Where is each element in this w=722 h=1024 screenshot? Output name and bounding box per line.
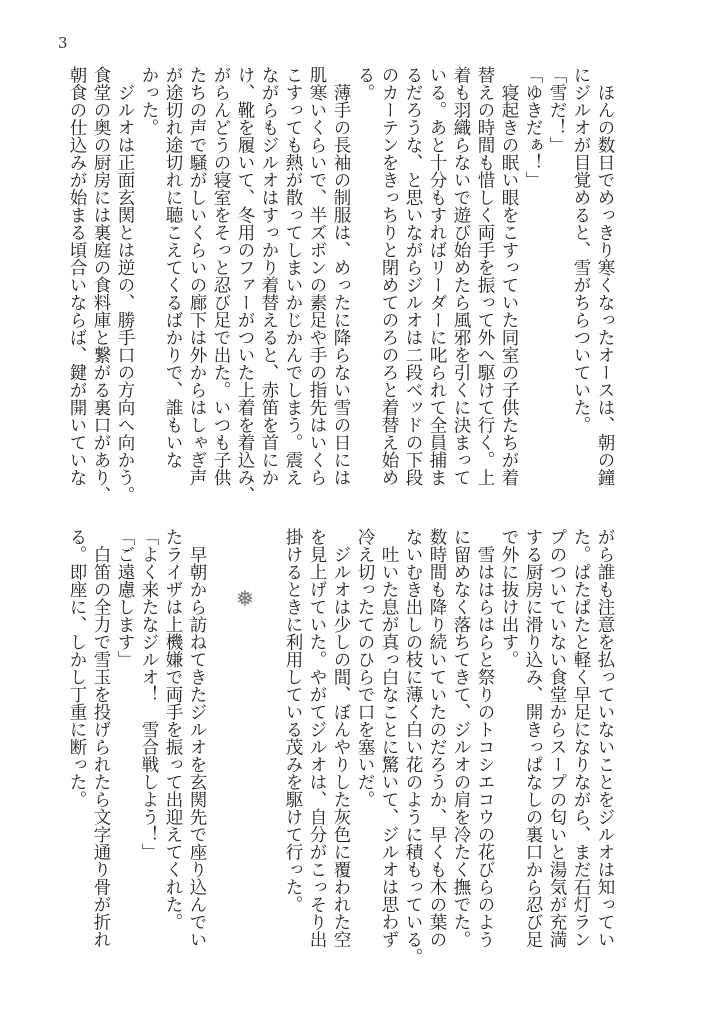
text-column: 吐いた息が真っ白なことに驚いて、ジルオは思わず — [379, 528, 399, 948]
text-column: する厨房に滑り込み、開きっぱなしの裏口から忍び足 — [523, 528, 543, 948]
text-column: ないむき出しの枝に薄く白い花のように積もっている。 — [403, 528, 423, 966]
snowflake-icon: ❅ — [235, 587, 255, 612]
text-column: ジルオは少しの間、ぼんやりした灰色に覆われた空 — [331, 528, 351, 948]
text-column: 替えの時間も惜しく両手を振って外へ駆けて行く。上 — [475, 66, 495, 486]
text-column: がらんどうの寝室をそっと忍び足で出た。いつも子供 — [211, 66, 231, 486]
text-column: る。 — [355, 66, 375, 101]
text-column: る。即座に、しかし丁重に断った。 — [67, 528, 87, 808]
text-column: ジルオは正面玄関とは逆の、勝手口の方向へ向かう。 — [115, 66, 135, 504]
text-block-top — [65, 66, 617, 506]
text-column: かった。 — [139, 66, 159, 136]
text-column: 薄手の長袖の制服は、めったに降らない雪の日には — [331, 66, 351, 486]
text-column: るだろうな、と思いながらジルオは二段ベッドの下段 — [403, 66, 423, 486]
text-column: がら誰も注意を払っていないことをジルオは知ってい — [595, 528, 615, 948]
text-column: 「ご遠慮します」 — [115, 528, 135, 668]
text-column: 食堂の奥の厨房には裏庭の食料庫と繋がる裏口があり、 — [91, 66, 111, 504]
text-block-bottom — [65, 528, 617, 968]
text-column: たちの声で騒がしいくらいの廊下は外からはしゃぎ声 — [187, 66, 207, 486]
text-column — [209, 528, 233, 968]
text-column: のカーテンをきっちりと閉めてのろのろと着替え始め — [379, 66, 399, 486]
text-column: たライザは上機嫌で両手を振って出迎えてくれた。 — [163, 528, 183, 931]
text-column: け、靴を履いて、冬用のファーがついた上着を着込み、 — [235, 66, 255, 504]
text-column: 雪ははらはらと祭りのトコシエコウの花びらのよう — [475, 528, 495, 948]
text-column: ほんの数日でめっきり寒くなったオースは、朝の鐘 — [595, 66, 615, 486]
text-column: 肌寒いくらいで、半ズボンの素足や手の指先はいくら — [307, 66, 327, 486]
text-column: 冷え切ったてのひらで口を塞いだ。 — [355, 528, 375, 808]
text-column — [257, 528, 281, 968]
text-column: 「雪だ！」 — [547, 66, 567, 154]
text-column: プのついていない食堂からスープの匂いと湯気が充満 — [547, 528, 567, 948]
text-column: 「よく来たなジルオ！ 雪合戦しよう！」 — [139, 528, 159, 861]
text-column: いる。あと十分もすればリーダーに叱られて全員捕ま — [427, 66, 447, 486]
text-column: 早朝から訪ねてきたジルオを玄関先で座り込んでい — [187, 528, 207, 948]
text-column: た。ぱたぱたと軽く早足になりながら、まだ石灯ラン — [571, 528, 591, 948]
page-number: 3 — [58, 34, 68, 52]
text-column: ながらもジルオはすっかり着替えると、赤笛を首にか — [259, 66, 279, 486]
text-column: が途切れ途切れに聴こえてくるばかりで、誰もいな — [163, 66, 183, 469]
text-column: 寝起きの眠い眼をこすっていた同室の子供たちが着 — [499, 66, 519, 486]
text-column: 掛けるときに利用している茂みを駆けて行った。 — [283, 528, 303, 913]
text-column: で外に抜け出す。 — [499, 528, 519, 668]
text-column: 数時間も降り続いていたのだろうか、早くも木の葉の — [427, 528, 447, 948]
text-column: にジルオが目覚めると、雪がちらついていた。 — [571, 66, 591, 434]
text-column: こすっても熱が散ってしまいかじかんでしまう。震え — [283, 66, 303, 486]
text-column: に留めなく落ちてきて、ジルオの肩を冷たく撫でた。 — [451, 528, 471, 948]
text-column: を見上げていた。やがてジルオは、自分がこっそり出 — [307, 528, 327, 948]
text-column: 朝食の仕込みが始まる頃合いならば、鍵が開いていな — [67, 66, 87, 486]
text-column: 白笛の全力で雪玉を投げられたら文字通り骨が折れ — [91, 528, 111, 948]
text-column: 着も羽織らないで遊び始めたら風邪を引くに決まって — [451, 66, 471, 486]
text-column: 「ゆきだぁ！」 — [523, 66, 543, 189]
